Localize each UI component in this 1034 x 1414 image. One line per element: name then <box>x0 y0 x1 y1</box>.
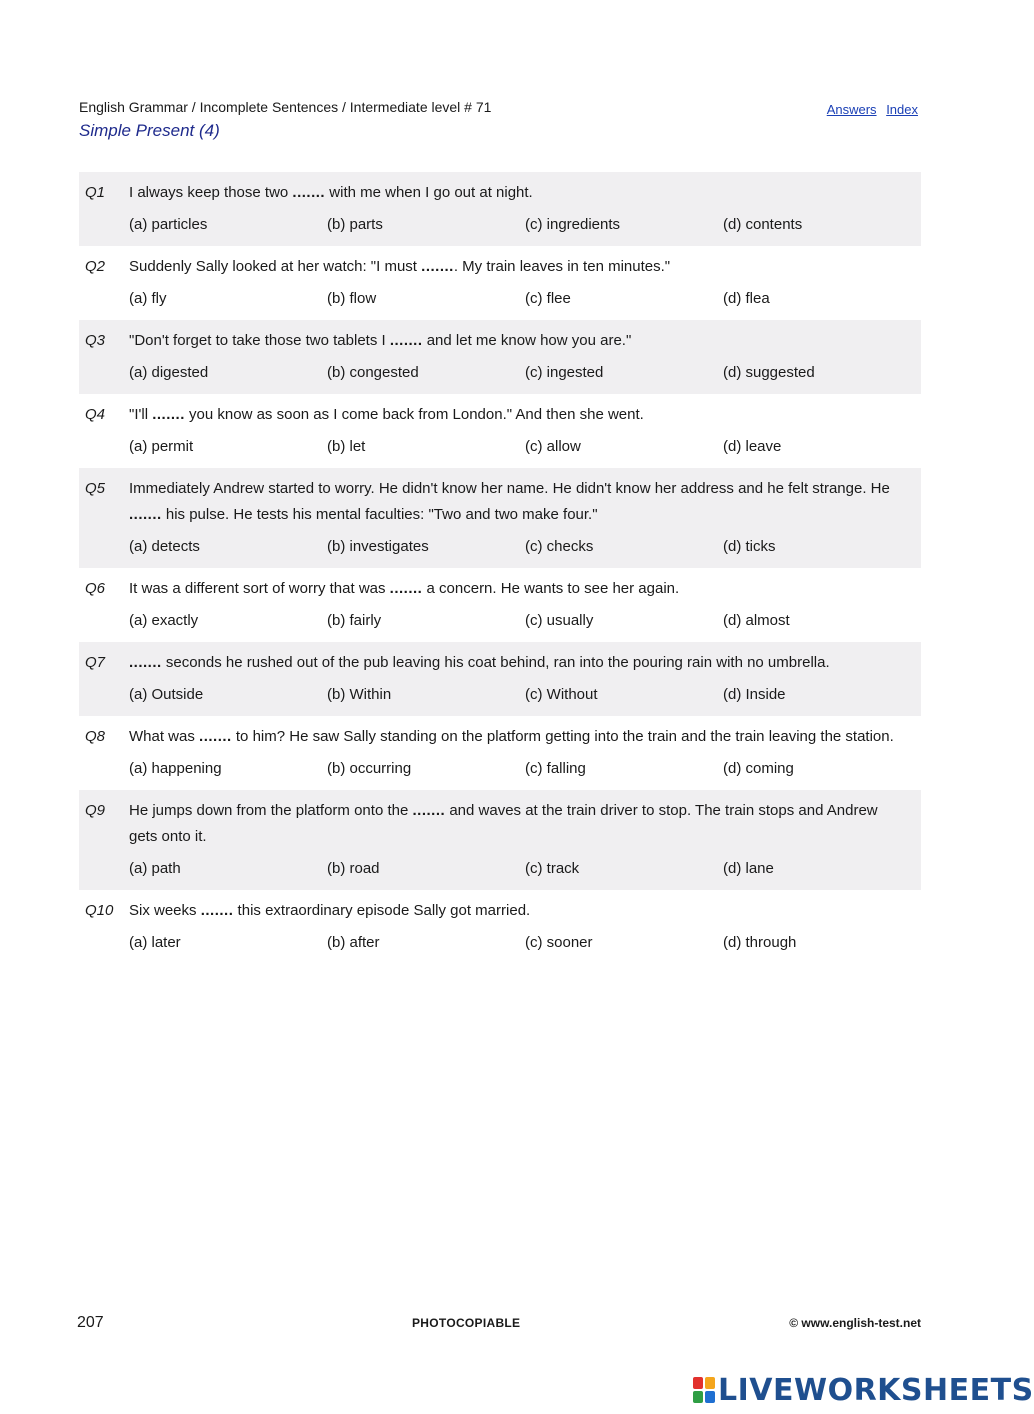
question-number: Q3 <box>85 332 106 349</box>
copyright-notice: © www.english-test.net <box>789 1316 921 1330</box>
question-number: Q2 <box>85 258 106 275</box>
question-8 <box>79 716 921 790</box>
question-10 <box>79 890 921 964</box>
question-number: Q9 <box>85 802 106 819</box>
option-c[interactable]: (c) falling <box>525 760 586 777</box>
option-a[interactable]: (a) path <box>129 860 181 877</box>
option-c[interactable]: (c) checks <box>525 538 594 555</box>
option-d[interactable]: (d) flea <box>723 290 770 307</box>
option-a[interactable]: (a) detects <box>129 538 200 555</box>
option-b[interactable]: (b) Within <box>327 686 392 703</box>
question-number: Q6 <box>85 580 106 597</box>
blank[interactable]: ....... <box>129 654 162 671</box>
option-a[interactable]: (a) permit <box>129 438 194 455</box>
option-d[interactable]: (d) through <box>723 934 797 951</box>
question-text: Suddenly Sally looked at her watch: "I must ........ My train leaves in ten minutes." <box>129 258 671 275</box>
photocopiable-label: PHOTOCOPIABLE <box>412 1316 521 1330</box>
option-b[interactable]: (b) congested <box>327 364 419 381</box>
option-b[interactable]: (b) flow <box>327 290 377 307</box>
option-a[interactable]: (a) particles <box>129 216 208 233</box>
blank[interactable]: ....... <box>389 580 423 597</box>
blank[interactable]: ....... <box>129 506 162 523</box>
page-header <box>79 99 921 141</box>
question-text: What was ....... to him? He saw Sally standing on the platform getting into the train and the train leaving the station. <box>129 728 894 745</box>
question-number: Q5 <box>85 480 106 497</box>
brand-name: LIVEWORKSHEETS <box>718 1372 1034 1408</box>
option-c[interactable]: (c) Without <box>525 686 598 703</box>
option-d[interactable]: (d) ticks <box>723 538 776 555</box>
blank[interactable]: ....... <box>152 406 185 423</box>
question-list <box>79 172 921 964</box>
question-2 <box>79 246 921 320</box>
option-b[interactable]: (b) let <box>327 438 366 455</box>
blank[interactable]: ....... <box>199 728 232 745</box>
option-c[interactable]: (c) ingested <box>525 364 604 381</box>
question-number: Q8 <box>85 728 106 745</box>
option-a[interactable]: (a) exactly <box>129 612 199 629</box>
options <box>129 212 921 238</box>
page-footer <box>77 1314 921 1334</box>
option-b[interactable]: (b) after <box>327 934 380 951</box>
option-b[interactable]: (b) fairly <box>327 612 382 629</box>
answers-link[interactable]: Answers <box>826 102 877 117</box>
option-c[interactable]: (c) usually <box>525 612 594 629</box>
option-c[interactable]: (c) ingredients <box>525 216 621 233</box>
question-text: He jumps down from the platform onto the ....... and waves at the train driver to stop. The train stops and Andrew gets onto it. <box>129 802 878 845</box>
option-a[interactable]: (a) Outside <box>129 686 204 703</box>
option-a[interactable]: (a) digested <box>129 364 209 381</box>
option-c[interactable]: (c) track <box>525 860 580 877</box>
options <box>129 608 921 634</box>
blank[interactable]: ....... <box>389 332 423 349</box>
option-d[interactable]: (d) leave <box>723 438 782 455</box>
breadcrumb: English Grammar / Incomplete Sentences / Intermediate level # 71 <box>79 99 492 115</box>
options <box>129 360 921 386</box>
option-b[interactable]: (b) occurring <box>327 760 412 777</box>
option-c[interactable]: (c) sooner <box>525 934 593 951</box>
options <box>129 856 921 882</box>
option-a[interactable]: (a) happening <box>129 760 222 777</box>
option-b[interactable]: (b) road <box>327 860 380 877</box>
option-a[interactable]: (a) later <box>129 934 181 951</box>
question-text: Immediately Andrew started to worry. He didn't know her name. He didn't know her address and he felt strange. He ....... his pulse. He tests his mental faculties: "Two and two make four." <box>129 480 890 523</box>
options <box>129 682 921 708</box>
blank[interactable]: ....... <box>200 902 234 919</box>
option-c[interactable]: (c) flee <box>525 290 571 307</box>
question-number: Q1 <box>85 184 106 201</box>
page-number: 207 <box>77 1314 104 1331</box>
question-text: I always keep those two ....... with me when I go out at night. <box>129 184 533 201</box>
blank[interactable]: ....... <box>421 258 454 275</box>
question-number: Q4 <box>85 406 106 423</box>
blank[interactable]: ....... <box>292 184 326 201</box>
option-a[interactable]: (a) fly <box>129 290 167 307</box>
option-d[interactable]: (d) suggested <box>723 364 815 381</box>
options <box>129 434 921 460</box>
question-number: Q10 <box>85 902 114 919</box>
question-text: ....... seconds he rushed out of the pub leaving his coat behind, ran into the pouring rain with no umbrella. <box>129 654 830 671</box>
question-6 <box>79 568 921 642</box>
options <box>129 534 921 560</box>
option-b[interactable]: (b) investigates <box>327 538 429 555</box>
liveworksheets-icon <box>693 1377 715 1403</box>
option-d[interactable]: (d) contents <box>723 216 803 233</box>
question-text: Six weeks ....... this extraordinary episode Sally got married. <box>129 902 531 919</box>
page-title: Simple Present (4) <box>79 121 220 140</box>
index-link[interactable]: Index <box>886 102 918 117</box>
option-d[interactable]: (d) lane <box>723 860 774 877</box>
options <box>129 756 921 782</box>
question-text: "Don't forget to take those two tablets I ....... and let me know how you are." <box>129 332 632 349</box>
liveworksheets-logo <box>693 1372 1034 1408</box>
options <box>129 286 921 312</box>
question-number: Q7 <box>85 654 106 671</box>
option-d[interactable]: (d) coming <box>723 760 794 777</box>
question-3 <box>79 320 921 394</box>
option-d[interactable]: (d) almost <box>723 612 790 629</box>
question-7 <box>79 642 921 716</box>
question-text: "I'll ....... you know as soon as I come back from London." And then she went. <box>129 406 644 423</box>
question-5 <box>79 468 921 568</box>
header-links <box>821 102 918 117</box>
question-4 <box>79 394 921 468</box>
question-text: It was a different sort of worry that was ....... a concern. He wants to see her again. <box>129 580 680 597</box>
question-1 <box>79 172 921 246</box>
options <box>129 930 921 956</box>
option-b[interactable]: (b) parts <box>327 216 383 233</box>
blank[interactable]: ....... <box>412 802 446 819</box>
option-d[interactable]: (d) Inside <box>723 686 786 703</box>
question-9 <box>79 790 921 890</box>
option-c[interactable]: (c) allow <box>525 438 581 455</box>
